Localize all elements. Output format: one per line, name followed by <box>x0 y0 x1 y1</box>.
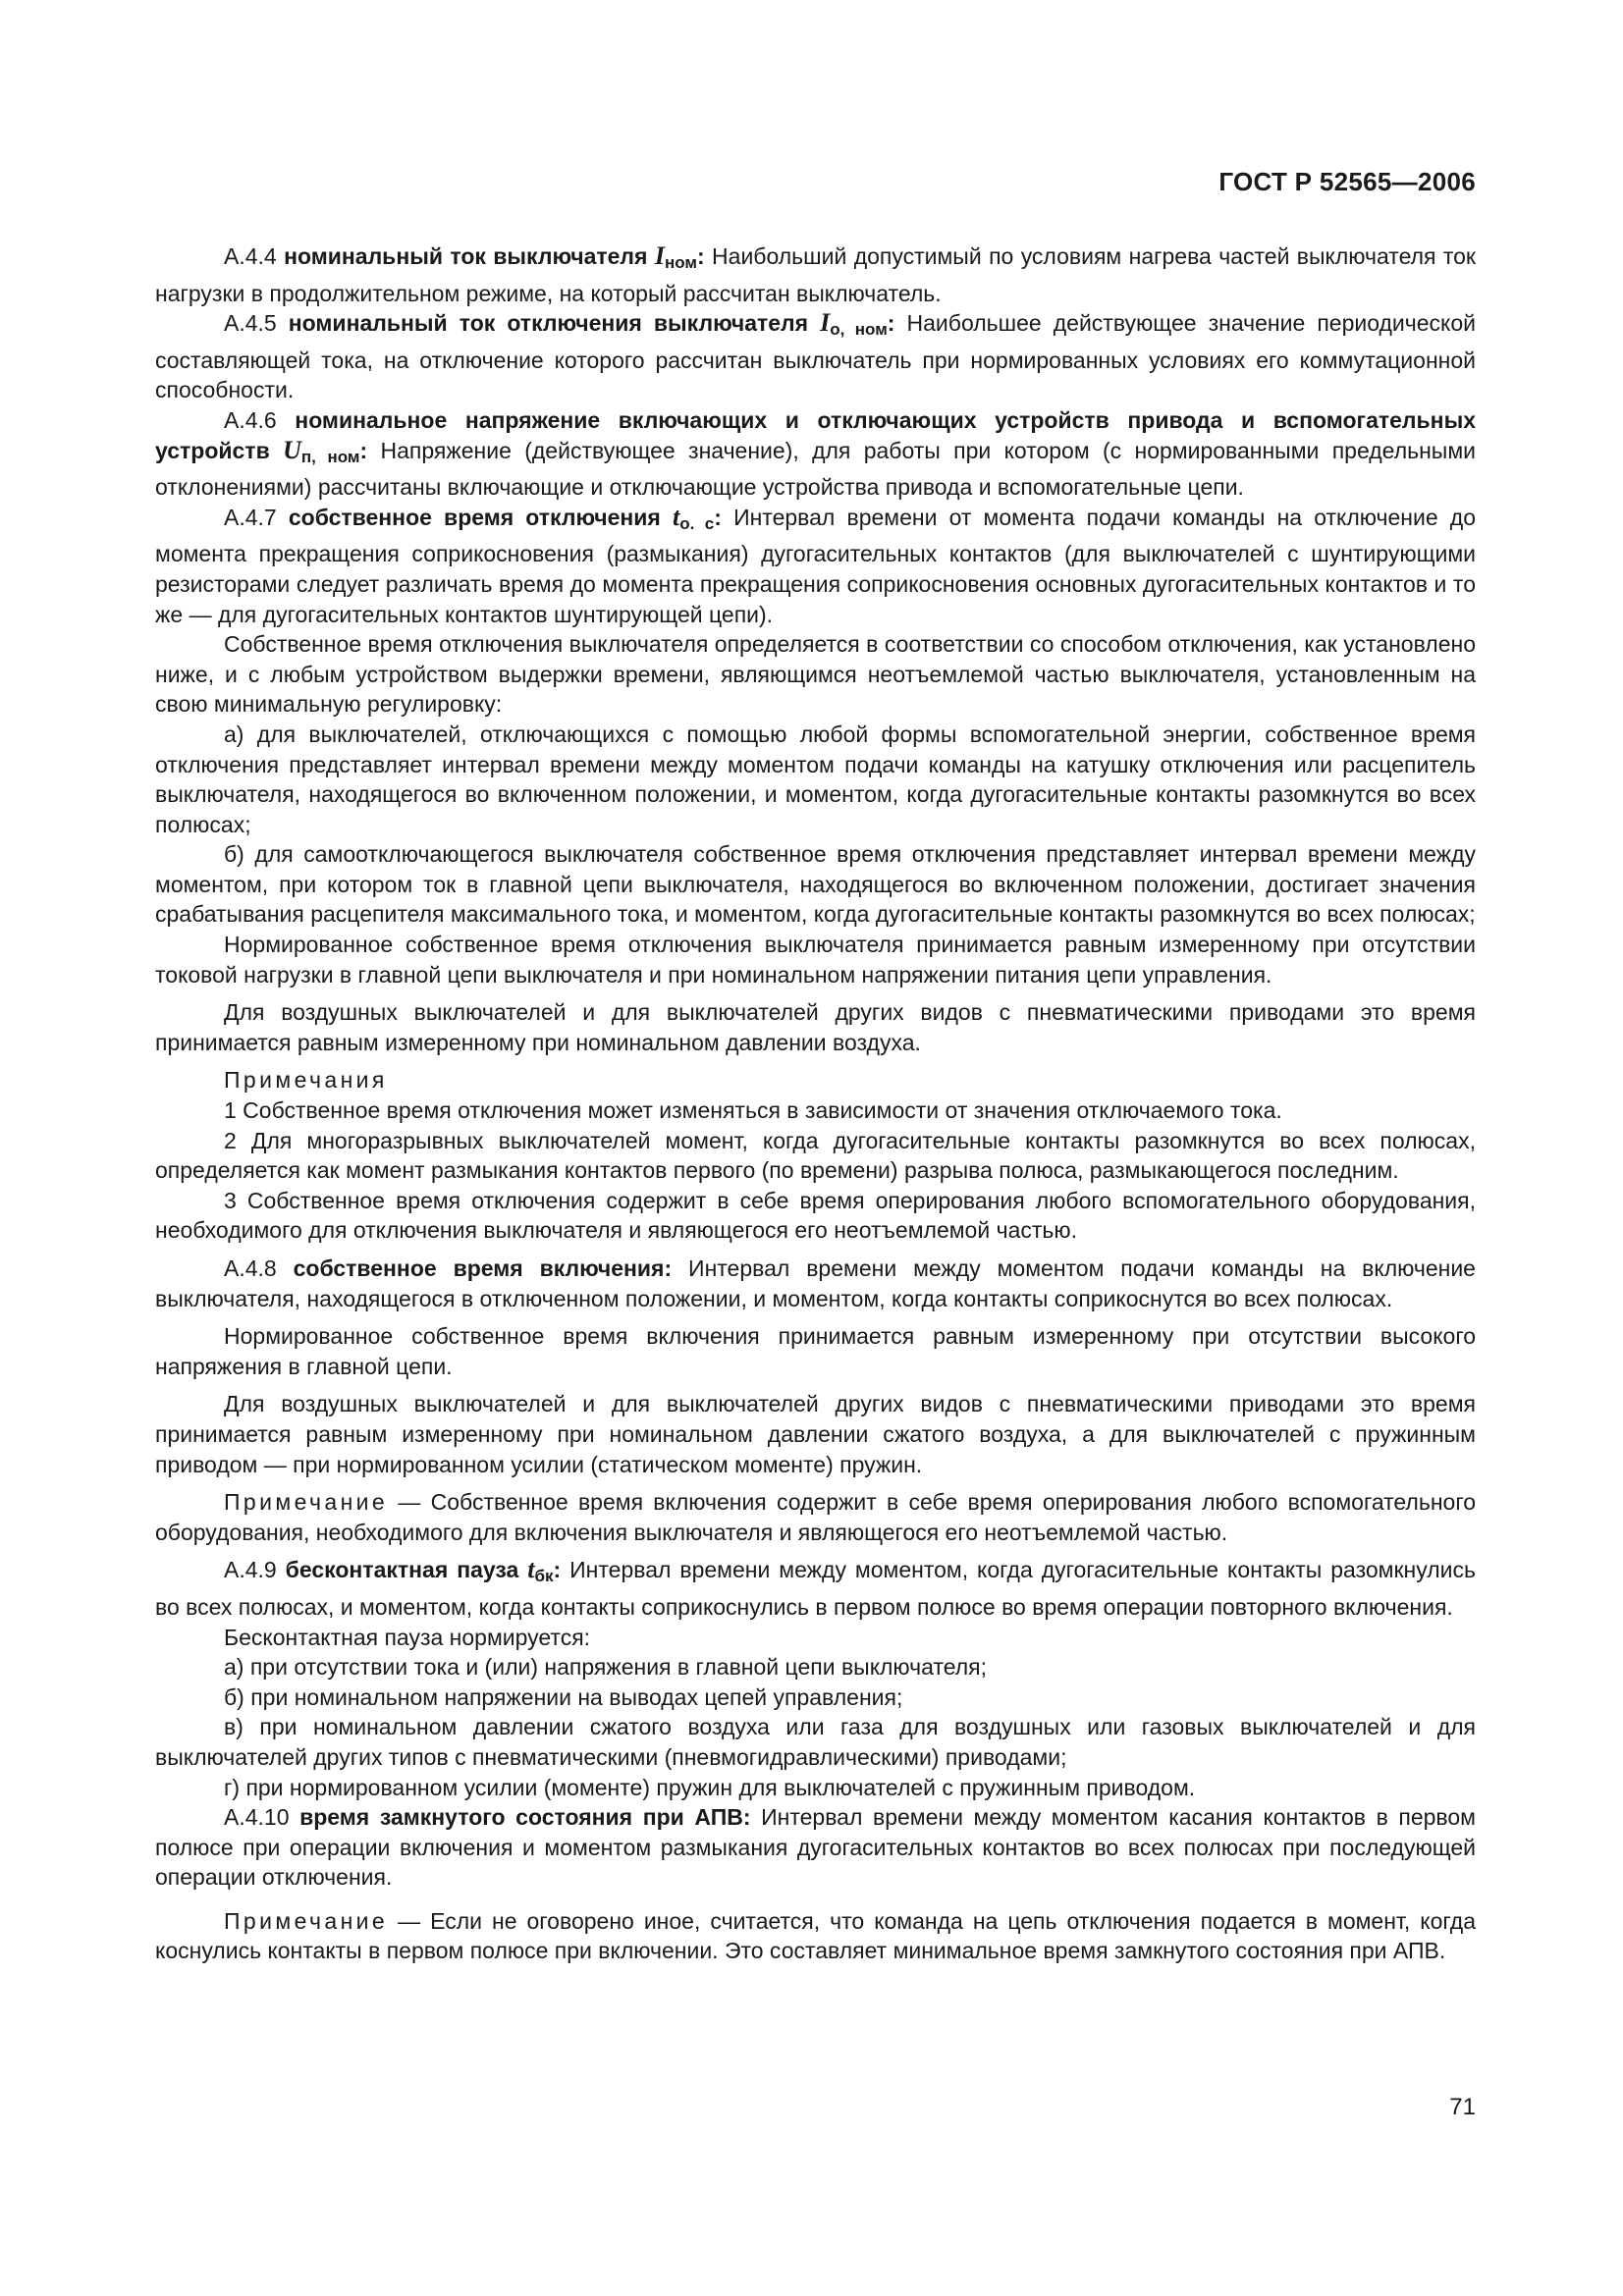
term-symbol-subscript: ном <box>664 253 697 272</box>
list-item: а) при отсутствии тока и (или) напряжения в главной цепи выключателя; <box>224 1654 988 1681</box>
clause-term: номинальное напряжение включающих и отключающих устройств привода и вспомогательных устройств <box>155 406 1476 463</box>
clause-term: номинальный ток отключения выключателя <box>288 310 821 337</box>
clause-number: А.4.9 <box>224 1557 286 1583</box>
note-item: 1 Собственное время отключения может изменяться в зависимости от значения отключаемого тока. <box>224 1097 1282 1124</box>
clause-definition: Интервал времени между моментом касания контактов в первом полюсе при операции включения и моментом размыкания дугогасительных контактов во всех полюсах при последующей операции отключения. <box>155 1804 1476 1891</box>
clause-a410 <box>155 1802 1476 1893</box>
list-item: в) при номинальном давлении сжатого воздуха или газа для воздушных или газовых выключателей и для выключателей других типов с пневматическими (пневмогидравлическими) приводами; <box>155 1714 1476 1770</box>
clause-number: А.4.7 <box>224 504 289 530</box>
note <box>155 1487 1476 1547</box>
term-symbol: I <box>654 241 665 270</box>
page-number: 71 <box>1449 2094 1476 2120</box>
note-item: 3 Собственное время отключения содержит в себе время оперирования любого вспомогательного оборудования, необходимого для отключения выключателя и являющегося его неотъемлемой частью. <box>155 1187 1476 1244</box>
note-item: 2 Для многоразрывных выключателей момент, когда дугогасительные контакты разомкнутся во всех полюсах, определяется как момент размыкания контактов первого (по времени) разрыва полюса, размыкающегося последним. <box>155 1127 1476 1184</box>
clause-number: А.4.6 <box>224 406 296 433</box>
clause-term: время замкнутого состояния при АПВ: <box>299 1804 751 1831</box>
clause-definition: Наибольший допустимый по условиям нагрева частей выключателя ток нагрузки в продолжительном режиме, на который рассчитан выключатель. <box>155 243 1476 306</box>
document-body <box>155 241 1476 1966</box>
paragraph: Нормированное собственное время включения принимается равным измеренному при отсутствии высокого напряжения в главной цепи. <box>155 1323 1476 1379</box>
note <box>155 1906 1476 1966</box>
clause-number: А.4.4 <box>224 243 285 269</box>
clause-colon: : <box>553 1557 562 1583</box>
term-symbol: t <box>672 502 680 531</box>
clause-a44 <box>155 241 1476 308</box>
paragraph: Собственное время отключения выключателя определяется в соответствии со способом отключения, как установлено ниже, и с любым устройством выдержки времени, являющимся неотъемлемой частью выключателя, установленным на свою минимальную регулировку: <box>155 631 1476 718</box>
clause-definition: Наибольшее действующее значение периодической составляющей тока, на отключение которого рассчитан выключатель при нормированных условиях его коммутационной способности. <box>155 310 1476 403</box>
list-item: б) при номинальном напряжении на выводах цепей управления; <box>224 1683 903 1710</box>
term-symbol-subscript: бк <box>534 1567 554 1586</box>
clause-number: А.4.10 <box>224 1804 300 1831</box>
notes-title <box>155 1065 1476 1095</box>
clause-colon: : <box>714 504 722 530</box>
clause-definition: Интервал времени от момента подачи команды на отключение до момента прекращения соприкосновения (размыкания) дугогасительных контактов (для выключателей с шунтирующими резисторами следует различать время до момента прекращения соприкосновения основных дугогасительных контактов и то же — для дугогасительных контактов шунтирующей цепи). <box>155 504 1476 627</box>
term-symbol-subscript: о, ном <box>830 320 888 340</box>
list-item: б) для самоотключающегося выключателя собственное время отключения представляет интервал времени между моментом, при котором ток в главной цепи выключателя, находящегося во включенном положении, достигает значения срабатывания расцепителя максимального тока, и моментом, когда дугогасительные контакты разомкнутся во всех полюсах; <box>155 841 1476 928</box>
clause-a46 <box>155 405 1476 503</box>
clause-a47 <box>155 503 1476 629</box>
clause-a49 <box>155 1555 1476 1622</box>
notes-title-text: Примечания <box>224 1067 388 1094</box>
clause-a45 <box>155 308 1476 405</box>
paragraph: Для воздушных выключателей и для выключателей других видов с пневматическими приводами это время принимается равным измеренному при номинальном давлении сжатого воздуха, а для выключателей с пружинным приводом — при нормированном усилии (статическом моменте) пружин. <box>155 1391 1476 1477</box>
list-item: а) для выключателей, отключающихся с помощью любой формы вспомогательной энергии, собственное время отключения представляет интервал времени между моментом подачи команды на катушку отключения или расцепитель выключателя, находящегося во включенном положении, и моментом, когда дугогасительные контакты разомкнутся во всех полюсах; <box>155 721 1476 837</box>
document-code-header: ГОСТ Р 52565—2006 <box>1218 167 1476 196</box>
note-label: Примечание <box>224 1907 389 1934</box>
clause-term: бесконтактная пауза <box>285 1557 528 1583</box>
clause-term: собственное время отключения <box>288 504 673 530</box>
paragraph: Бесконтактная пауза нормируется: <box>224 1624 591 1650</box>
paragraph: Нормированное собственное время отключения выключателя принимается равным измеренному при отсутствии токовой нагрузки в главной цепи выключателя и при номинальном напряжении питания цепи управления. <box>155 932 1476 988</box>
clause-a48 <box>155 1254 1476 1313</box>
term-symbol: t <box>527 1555 535 1584</box>
clause-colon: : <box>887 310 895 337</box>
term-symbol-subscript: п, ном <box>300 447 360 466</box>
clause-term: номинальный ток выключателя <box>284 243 655 269</box>
clause-number: А.4.8 <box>224 1255 294 1281</box>
term-symbol: I <box>820 308 831 338</box>
clause-term: собственное время включения: <box>293 1255 673 1281</box>
note-label: Примечание <box>224 1489 389 1516</box>
list-item: г) при нормированном усилии (моменте) пружин для выключателей с пружинным приводом. <box>224 1774 1196 1800</box>
clause-definition: Интервал времени между моментом, когда дугогасительные контакты разомкнулись во всех полюсах, и моментом, когда контакты соприкоснулись в первом полюсе во время операции повторного включения. <box>155 1557 1476 1620</box>
clause-number: А.4.5 <box>224 310 289 337</box>
term-symbol: U <box>283 435 301 464</box>
term-symbol-subscript: о. с <box>679 513 715 533</box>
paragraph: Для воздушных выключателей и для выключателей других видов с пневматическими приводами это время принимается равным измеренному при номинальном давлении воздуха. <box>155 999 1476 1055</box>
note-text: — Собственное время включения содержит в себе время оперирования любого вспомогательного оборудования, необходимого для включения выключателя и являющегося его неотъемлемой частью. <box>155 1489 1476 1545</box>
clause-definition: Напряжение (действующее значение), для работы при котором (с нормированными предельными отклонениями) рассчитаны включающие и отключающие устройства привода и вспомогательные цепи. <box>155 437 1476 501</box>
clause-colon: : <box>359 437 368 463</box>
note-text: — Если не оговорено иное, считается, что команда на цепь отключения подается в момент, когда коснулись контакты в первом полюсе при включении. Это составляет минимальное время замкнутого состояния при АПВ. <box>155 1907 1476 1964</box>
clause-definition: Интервал времени между моментом подачи команды на включение выключателя, находящегося в отключенном положении, и моментом, когда контакты соприкоснутся во всех полюсах. <box>155 1255 1476 1311</box>
clause-colon: : <box>697 243 705 269</box>
